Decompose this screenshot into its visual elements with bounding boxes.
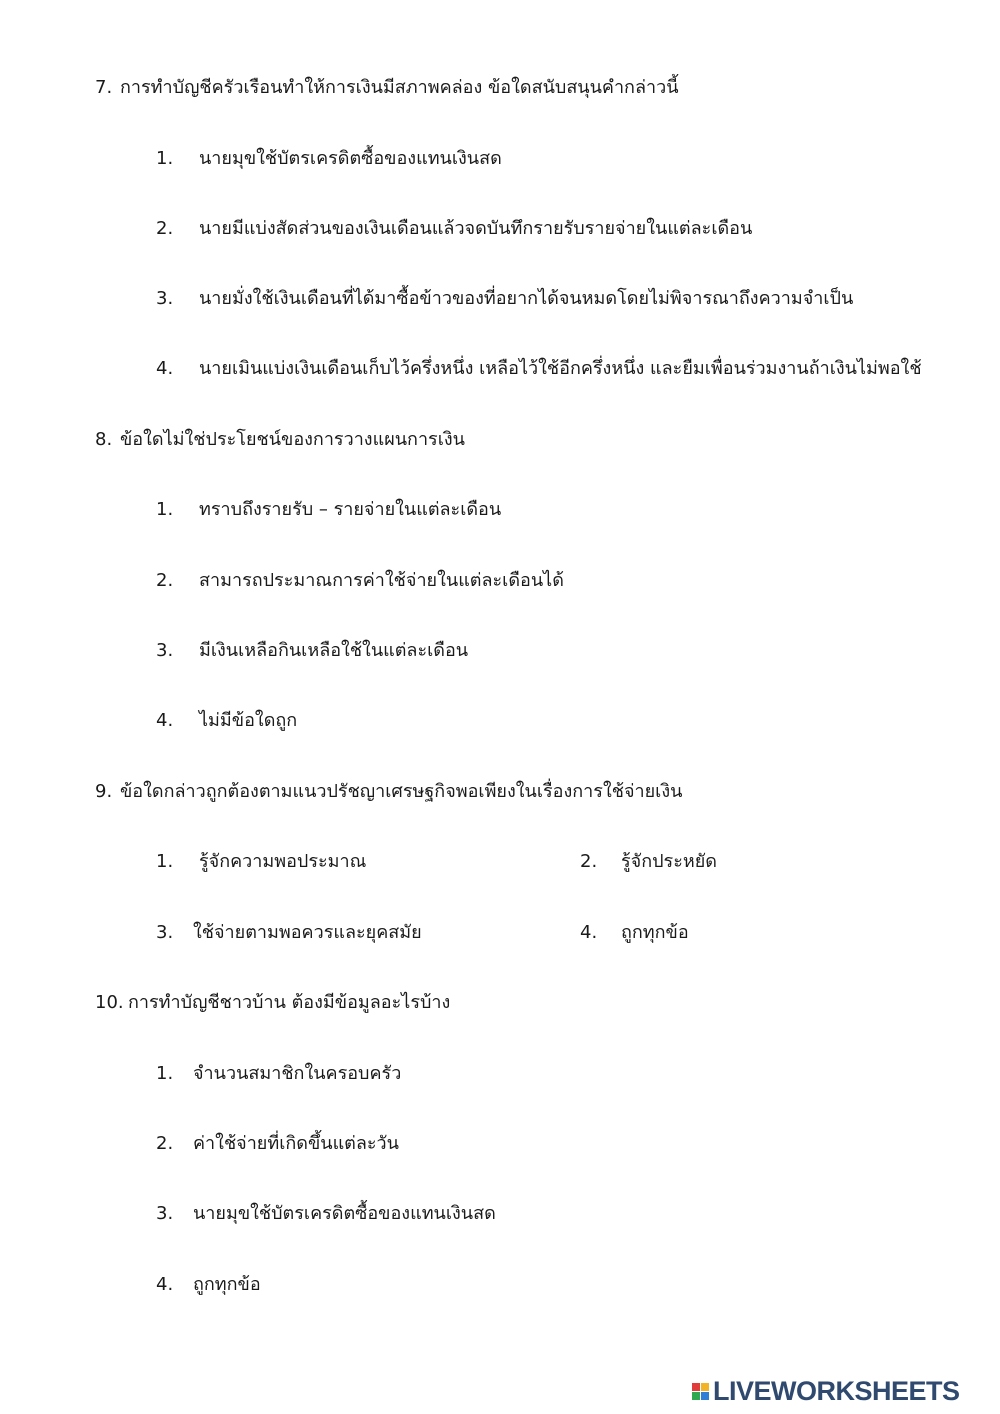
option-text: นายมั่งใช้เงินเดือนที่ได้มาซื้อข้าวของที่อยากได้จนหมดโดยไม่พิจารณาถึงความจำเป็น bbox=[199, 288, 854, 309]
option-number: 2. bbox=[580, 851, 598, 872]
option-text: ไม่มีข้อใดถูก bbox=[199, 710, 298, 731]
option-text: นายมีแบ่งสัดส่วนของเงินเดือนแล้วจดบันทึกรายรับรายจ่ายในแต่ละเดือน bbox=[199, 218, 753, 239]
option-text: ถูกทุกข้อ bbox=[621, 922, 689, 943]
option-number: 3. bbox=[156, 288, 174, 309]
liveworksheets-logo bbox=[692, 1376, 960, 1406]
question-text: ข้อใดไม่ใช่ประโยชน์ของการวางแผนการเงิน bbox=[120, 429, 465, 450]
option-text: สามารถประมาณการค่าใช้จ่ายในแต่ละเดือนได้ bbox=[199, 570, 564, 591]
option-text: มีเงินเหลือกินเหลือใช้ในแต่ละเดือน bbox=[199, 640, 469, 661]
option-number: 3. bbox=[156, 640, 174, 661]
question-text: การทำบัญชีครัวเรือนทำให้การเงินมีสภาพคล่อง ข้อใดสนับสนุนคำกล่าวนี้ bbox=[120, 77, 679, 98]
option-number: 4. bbox=[156, 1274, 174, 1295]
option-number: 4. bbox=[580, 922, 598, 943]
option-number: 4. bbox=[156, 358, 174, 379]
option-text: จำนวนสมาชิกในครอบครัว bbox=[193, 1063, 402, 1084]
option-text: ทราบถึงรายรับ – รายจ่ายในแต่ละเดือน bbox=[199, 499, 502, 520]
option-text: ถูกทุกข้อ bbox=[193, 1274, 261, 1295]
option-text: รู้จักความพอประมาณ bbox=[199, 851, 367, 872]
option-number: 1. bbox=[156, 148, 174, 169]
logo-square-icon bbox=[692, 1383, 700, 1391]
option-text: นายมุขใช้บัตรเครดิตซื้อของแทนเงินสด bbox=[199, 148, 502, 169]
liveworksheets-logo-icon bbox=[692, 1383, 709, 1400]
option-number: 3. bbox=[156, 922, 174, 943]
logo-square-icon bbox=[701, 1392, 709, 1400]
option-number: 4. bbox=[156, 710, 174, 731]
question-number: 8. bbox=[95, 429, 113, 450]
question-text: การทำบัญชีชาวบ้าน ต้องมีข้อมูลอะไรบ้าง bbox=[128, 992, 451, 1013]
question-number: 9. bbox=[95, 781, 113, 802]
option-text: ค่าใช้จ่ายที่เกิดขึ้นแต่ละวัน bbox=[193, 1133, 399, 1154]
option-text: ใช้จ่ายตามพอควรและยุคสมัย bbox=[193, 922, 422, 943]
logo-square-icon bbox=[701, 1383, 709, 1391]
option-number: 1. bbox=[156, 851, 174, 872]
logo-square-icon bbox=[692, 1392, 700, 1400]
question-number: 10. bbox=[95, 992, 124, 1013]
option-number: 2. bbox=[156, 570, 174, 591]
logo-text: LIVEWORKSHEETS bbox=[713, 1375, 960, 1406]
option-number: 2. bbox=[156, 1133, 174, 1154]
option-number: 1. bbox=[156, 1063, 174, 1084]
option-number: 1. bbox=[156, 499, 174, 520]
option-text: รู้จักประหยัด bbox=[621, 851, 717, 872]
question-number: 7. bbox=[95, 77, 113, 98]
option-text: นายเมินแบ่งเงินเดือนเก็บไว้ครึ่งหนึ่ง เหลือไว้ใช้อีกครึ่งหนึ่ง และยืมเพื่อนร่วมงานถ้าเงินไม่พอใช้ bbox=[199, 358, 922, 379]
option-number: 2. bbox=[156, 218, 174, 239]
option-text: นายมุขใช้บัตรเครดิตซื้อของแทนเงินสด bbox=[193, 1203, 496, 1224]
question-text: ข้อใดกล่าวถูกต้องตามแนวปรัชญาเศรษฐกิจพอเพียงในเรื่องการใช้จ่ายเงิน bbox=[120, 781, 683, 802]
option-number: 3. bbox=[156, 1203, 174, 1224]
